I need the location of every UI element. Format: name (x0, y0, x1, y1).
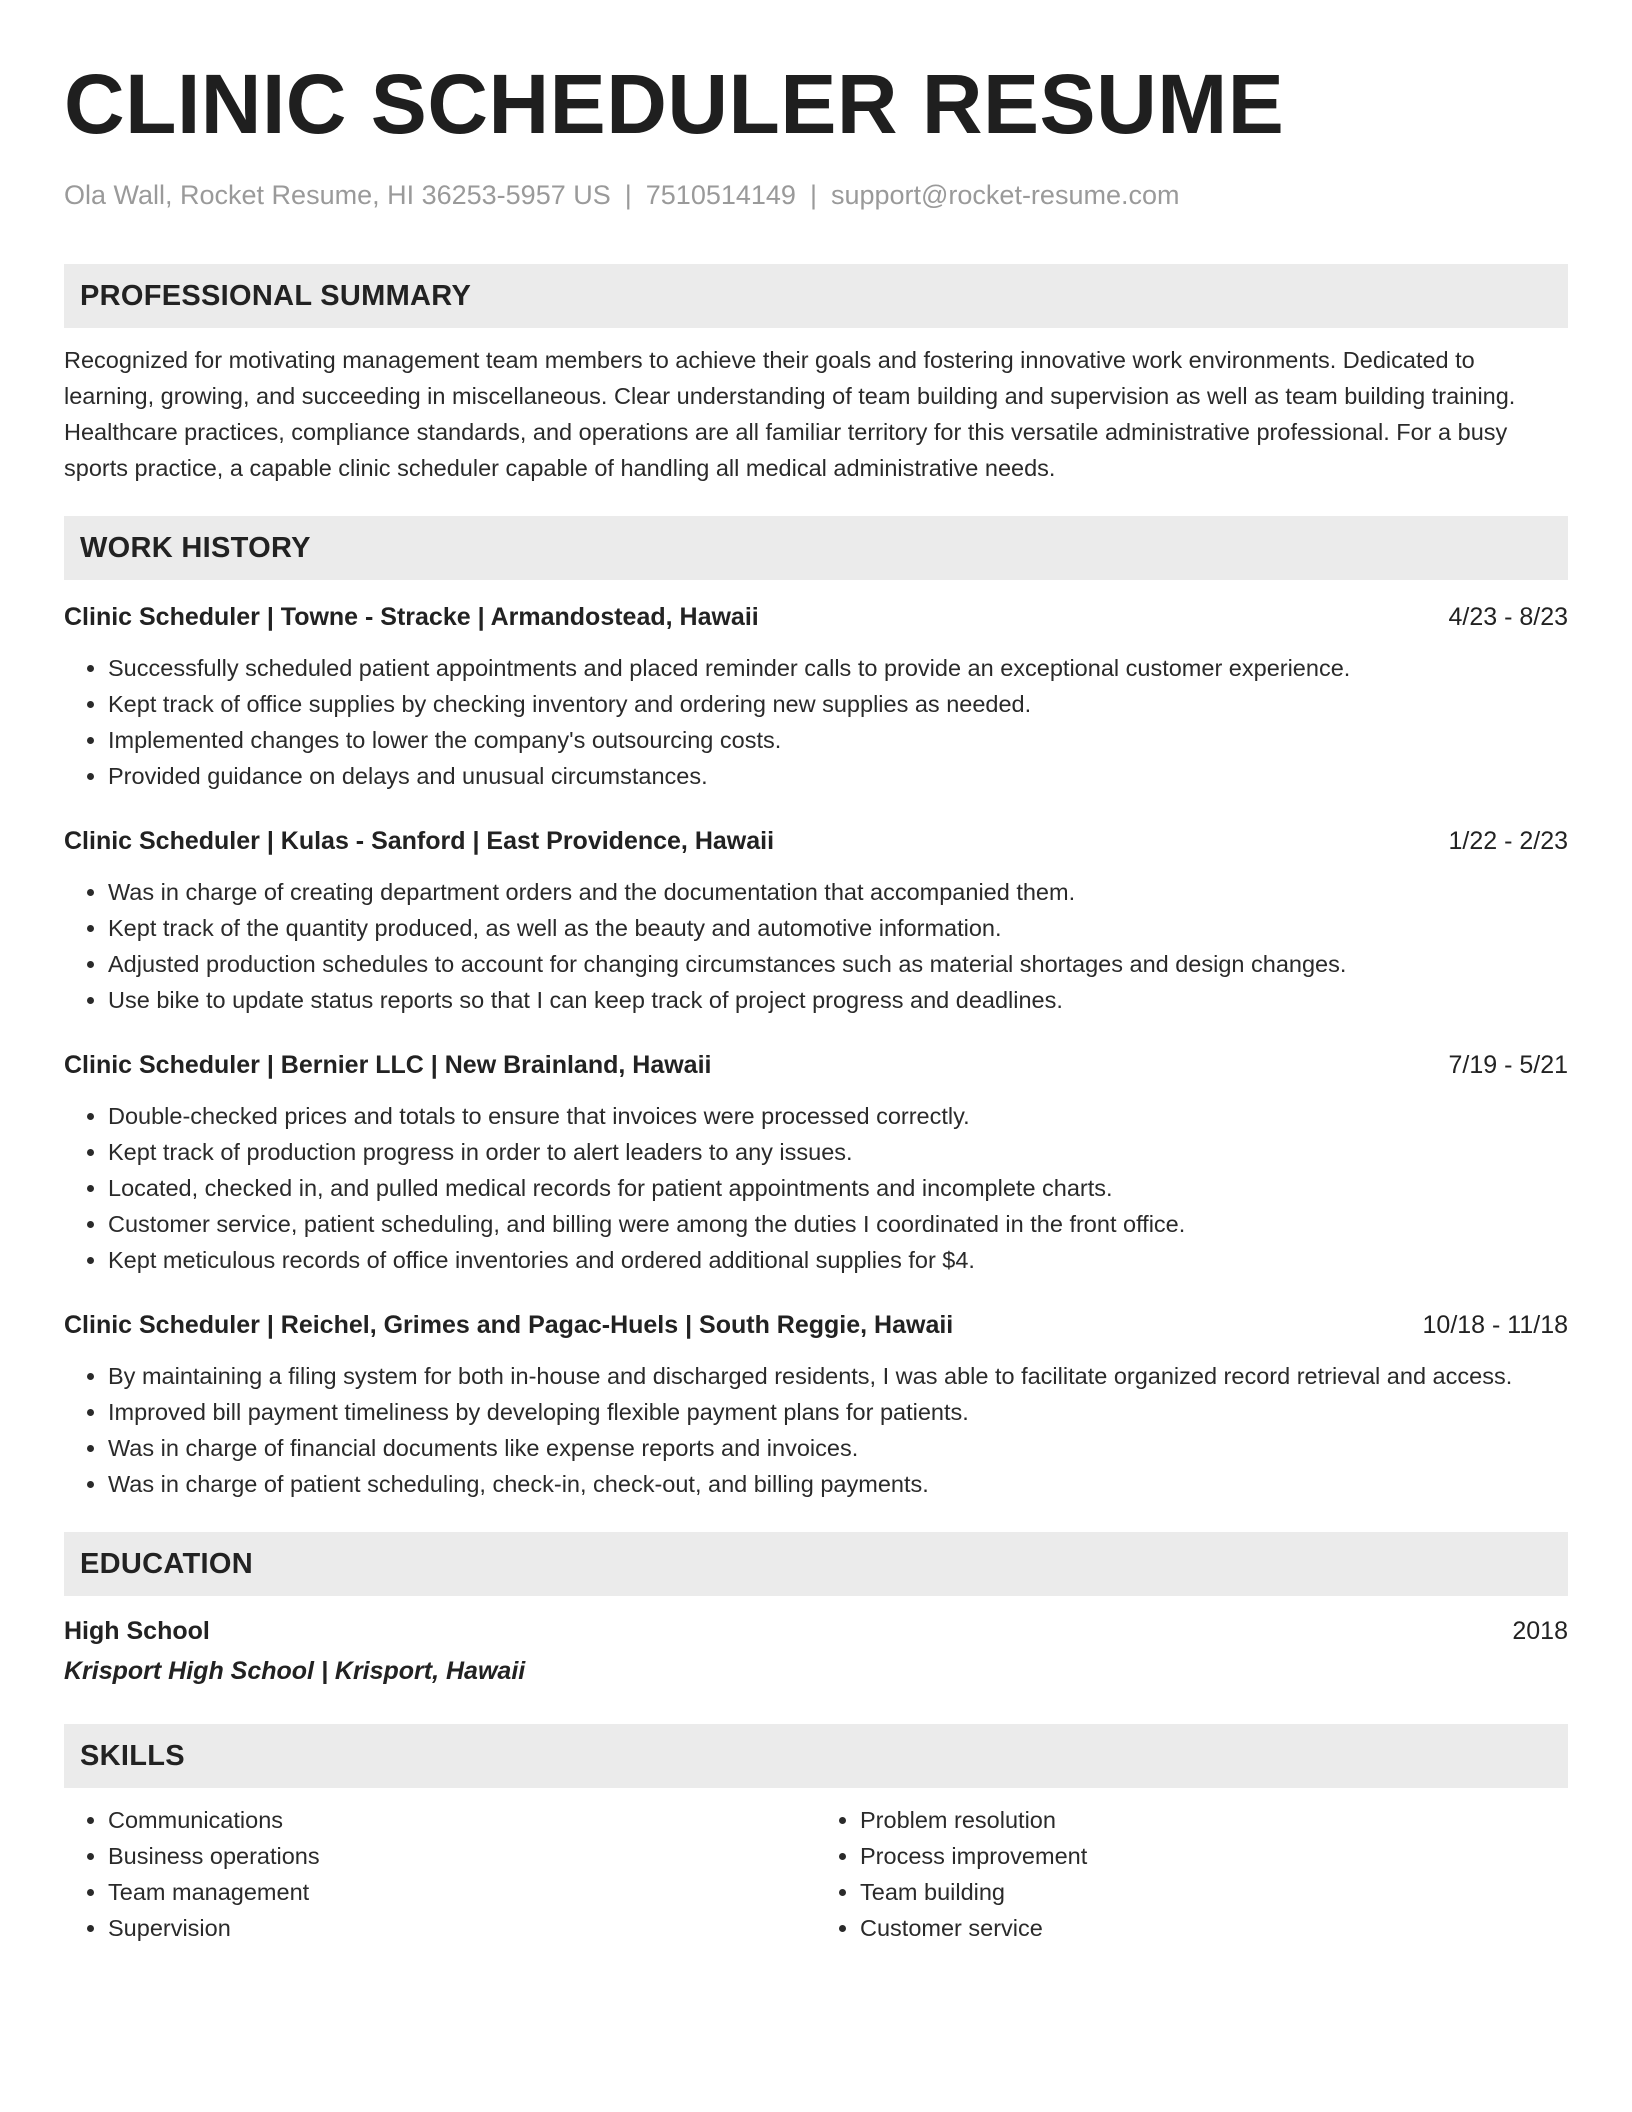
skills-column-right (816, 1802, 1568, 1946)
contact-separator: | (809, 180, 817, 210)
job-bullet: • Located, checked in, and pulled medical records for patient appointments and incomplete charts. (108, 1170, 1568, 1206)
section-heading-skills: SKILLS (64, 1724, 1568, 1788)
job-title: Clinic Scheduler | Kulas - Sanford | East Providence, Hawaii (64, 827, 775, 855)
contact-separator: | (624, 180, 632, 210)
job-bullet: • Kept track of office supplies by checking inventory and ordering new supplies as needed. (108, 686, 1568, 722)
skill-item: • Process improvement (860, 1838, 1568, 1874)
job-title: Clinic Scheduler | Reichel, Grimes and Pagac-Huels | South Reggie, Hawaii (64, 1311, 954, 1339)
job-bullet: • Kept meticulous records of office inventories and ordered additional supplies for $4. (108, 1242, 1568, 1278)
skill-item: • Team building (860, 1874, 1568, 1910)
job-dates: 1/22 - 2/23 (1448, 827, 1568, 855)
skills-grid (64, 1802, 1568, 1946)
job-entry (64, 1048, 1568, 1278)
contact-phone: 7510514149 (645, 180, 796, 210)
job-header (64, 1308, 1568, 1342)
skills-column-left (64, 1802, 816, 1946)
skill-item: • Business operations (108, 1838, 816, 1874)
section-heading-education: EDUCATION (64, 1532, 1568, 1596)
section-heading-summary: PROFESSIONAL SUMMARY (64, 264, 1568, 328)
job-bullet: • Was in charge of financial documents like expense reports and invoices. (108, 1430, 1568, 1466)
job-header (64, 824, 1568, 858)
skill-item: • Customer service (860, 1910, 1568, 1946)
job-bullets (64, 1358, 1568, 1502)
job-bullet: • Implemented changes to lower the company's outsourcing costs. (108, 722, 1568, 758)
job-bullet: • Improved bill payment timeliness by developing flexible payment plans for patients. (108, 1394, 1568, 1430)
job-header (64, 600, 1568, 634)
job-bullet: • Customer service, patient scheduling, and billing were among the duties I coordinated in the front office. (108, 1206, 1568, 1242)
education-year: 2018 (1512, 1617, 1568, 1645)
job-bullets (64, 650, 1568, 794)
contact-address: Ola Wall, Rocket Resume, HI 36253-5957 US (64, 180, 611, 210)
job-bullet: • By maintaining a filing system for both in-house and discharged residents, I was able to facilitate organized record retrieval and access. (108, 1358, 1568, 1394)
contact-email: support@rocket-resume.com (830, 180, 1180, 210)
job-bullets (64, 874, 1568, 1018)
skill-item: • Problem resolution (860, 1802, 1568, 1838)
job-bullets (64, 1098, 1568, 1278)
section-heading-work-history: WORK HISTORY (64, 516, 1568, 580)
job-bullet: • Successfully scheduled patient appointments and placed reminder calls to provide an exceptional customer experience. (108, 650, 1568, 686)
job-entry (64, 824, 1568, 1018)
summary-text: Recognized for motivating management team members to achieve their goals and fostering innovative work environments. Dedicated to learning, growing, and succeeding in miscellaneous. Clear understanding of team building and supervision as well as team building training. Healthcare practices, compliance standards, and operations are all familiar territory for this versatile administrative professional. For a busy sports practice, a capable clinic scheduler capable of handling all medical administrative needs. (64, 347, 1516, 481)
job-bullet: • Kept track of production progress in order to alert leaders to any issues. (108, 1134, 1568, 1170)
job-bullet: • Was in charge of patient scheduling, check-in, check-out, and billing payments. (108, 1466, 1568, 1502)
education-school: Krisport High School | Krisport, Hawaii (64, 1657, 526, 1685)
skill-item: • Communications (108, 1802, 816, 1838)
education-header (64, 1614, 1568, 1648)
job-dates: 4/23 - 8/23 (1448, 603, 1568, 631)
job-entry (64, 600, 1568, 794)
education-degree: High School (64, 1617, 210, 1645)
job-entry (64, 1308, 1568, 1502)
job-bullet: • Kept track of the quantity produced, as well as the beauty and automotive information. (108, 910, 1568, 946)
job-bullet: • Use bike to update status reports so that I can keep track of project progress and deadlines. (108, 982, 1568, 1018)
job-bullet: • Was in charge of creating department orders and the documentation that accompanied them. (108, 874, 1568, 910)
skill-item: • Team management (108, 1874, 816, 1910)
contact-line (64, 178, 1568, 212)
job-bullet: • Double-checked prices and totals to ensure that invoices were processed correctly. (108, 1098, 1568, 1134)
job-title: Clinic Scheduler | Towne - Stracke | Armandostead, Hawaii (64, 603, 759, 631)
job-bullet: • Provided guidance on delays and unusual circumstances. (108, 758, 1568, 794)
job-dates: 10/18 - 11/18 (1422, 1311, 1568, 1339)
job-bullet: • Adjusted production schedules to account for changing circumstances such as material shortages and design changes. (108, 946, 1568, 982)
job-header (64, 1048, 1568, 1082)
resume-title: CLINIC SCHEDULER RESUME (64, 57, 1285, 151)
job-title: Clinic Scheduler | Bernier LLC | New Brainland, Hawaii (64, 1051, 712, 1079)
skill-item: • Supervision (108, 1910, 816, 1946)
job-dates: 7/19 - 5/21 (1448, 1051, 1568, 1079)
